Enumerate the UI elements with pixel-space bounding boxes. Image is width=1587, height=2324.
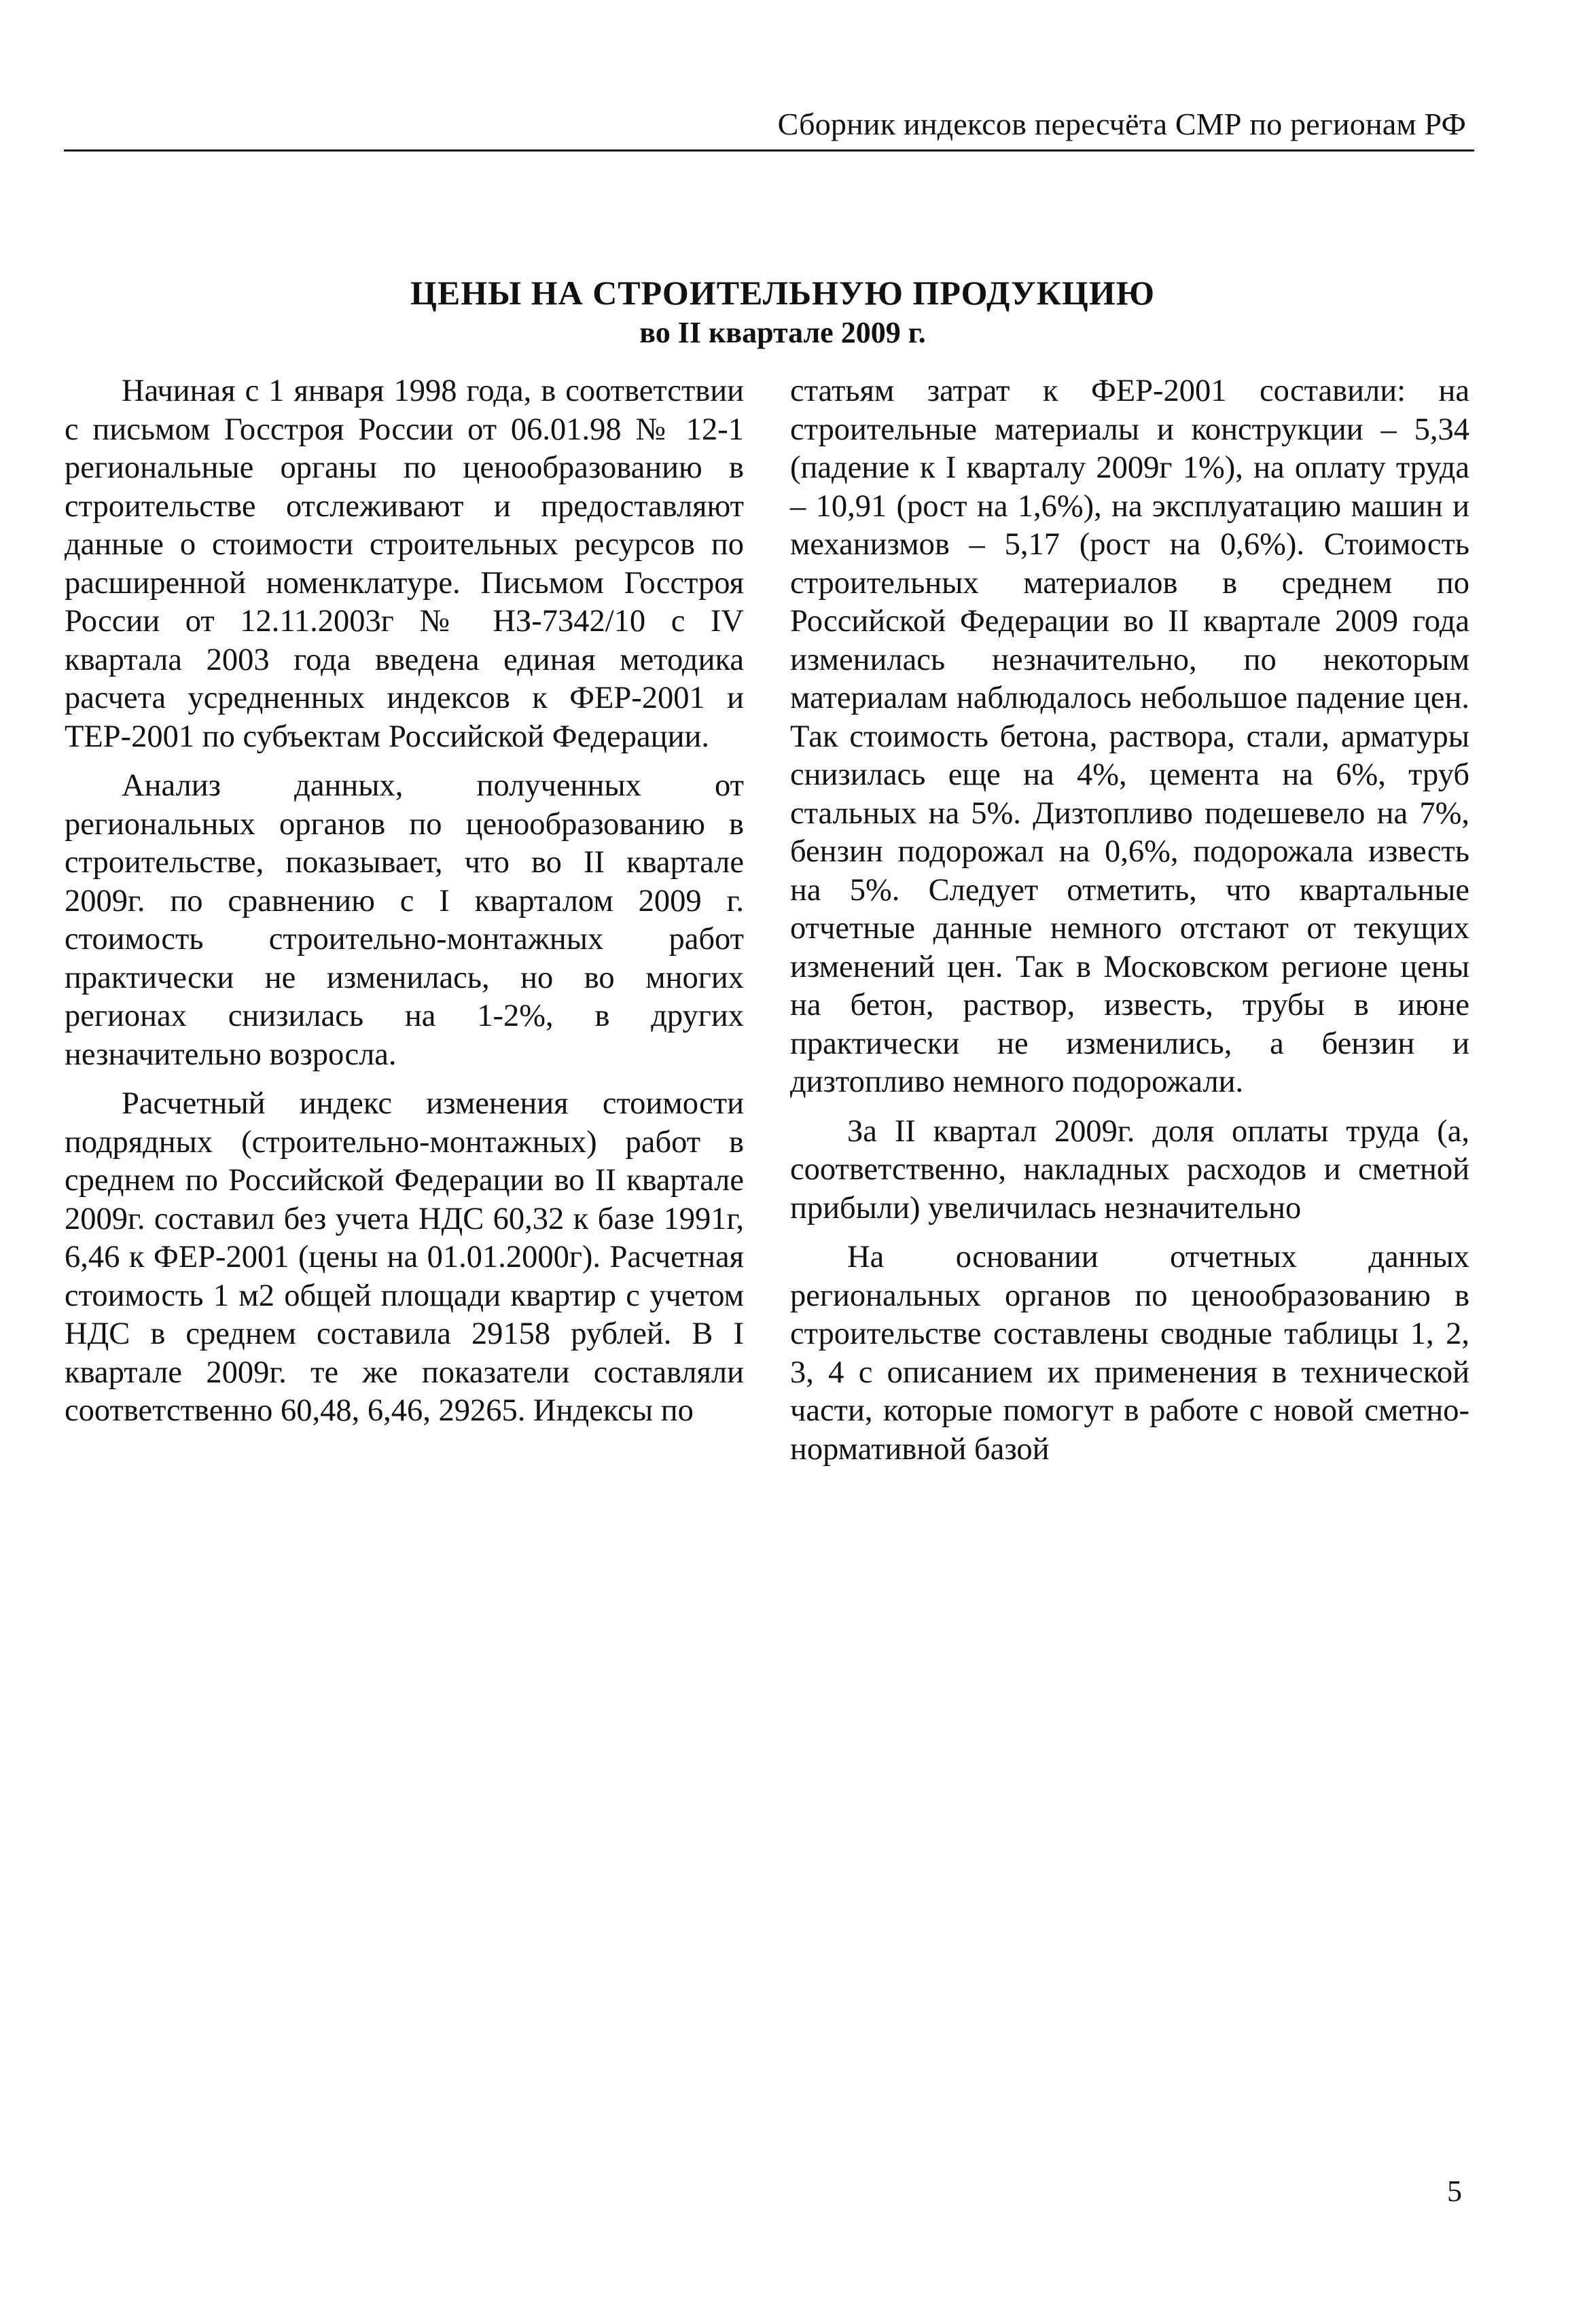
paragraph: статьям затрат к ФЕР-2001 составили: на строительные материалы и конструкции – 5,34 (падение к I кварталу 2009г 1%), на оплату труда – 10,91 (рост на 1,6%), на эксплуатацию машин и механизмов – 5,17 (рост на 0,6%). Стоимость строительных материалов в среднем по Российской Федерации во II квартале 2009 года изменилась незначительно, по некоторым материалам наблюдалось небольшое падение цен. Так стоимость бетона, раствора, стали, арматуры снизилась еще на 4%, цемента на 6%, труб стальных на 5%. Дизтопливо подешевело на 7%, бензин подорожал на 0,6%, подорожала известь на 5%. Следует отметить, что квартальные отчетные данные немного отстают от текущих изменений цен. Так в Московском регионе цены на бетон, раствор, известь, трубы в июне практически не изменились, а бензин и дизтопливо немного подорожали.: [790, 374, 1469, 1099]
running-header: [64, 102, 1474, 151]
page-number: 5: [1447, 2175, 1462, 2208]
running-header-title: Сборник индексов пересчёта СМР по регионам РФ: [777, 107, 1466, 141]
paragraph: Начиная с 1 января 1998 года, в соответствии с письмом Госстроя России от 06.01.98 № 12-1 региональные органы по ценообразованию в строительстве отслеживают и предоставляют данные о стоимости строительных ресурсов по расширенной номенклатуре. Письмом Госстроя России от 12.11.2003г № НЗ-7342/10 с IV квартала 2003 года введена единая методика расчета усредненных индексов к ФЕР-2001 и ТЕР-2001 по субъектам Российской Федерации.: [65, 374, 744, 754]
paragraph: На основании отчетных данных региональных органов по ценообразованию в строительстве составлены сводные таблицы 1, 2, 3, 4 с описанием их применения в технической части, которые помогут в работе с новой сметно-нормативной базой: [790, 1240, 1469, 1467]
paragraph: За II квартал 2009г. доля оплаты труда (а, соответственно, накладных расходов и сметной прибыли) увеличилась незначительно: [790, 1113, 1469, 1226]
paragraph: Анализ данных, полученных от региональных органов по ценообразованию в строительстве, показывает, что во II квартале 2009г. по сравнению с I кварталом 2009 г. стоимость строительно-монтажных работ практически не изменилась, но во многих регионах снизилась на 1-2%, в других незначительно возросла.: [65, 768, 744, 1072]
paragraph: Расчетный индекс изменения стоимости подрядных (строительно-монтажных) работ в среднем по Российской Федерации во II квартале 2009г. составил без учета НДС 60,32 к базе 1991г, 6,46 к ФЕР-2001 (цены на 01.01.2000г). Расчетная стоимость 1 м2 общей площади квартир с учетом НДС в среднем составила 29158 рублей. В I квартале 2009г. те же показатели составляли соответственно 60,48, 6,46, 29265. Индексы по: [65, 1086, 744, 1428]
article-title: ЦЕНЫ НА СТРОИТЕЛЬНУЮ ПРОДУКЦИЮ: [410, 274, 1156, 312]
right-column: [790, 372, 1469, 1480]
article-title-block: [64, 272, 1474, 352]
left-column: [65, 372, 744, 1442]
article-subtitle: во II квартале 2009 г.: [639, 316, 926, 349]
